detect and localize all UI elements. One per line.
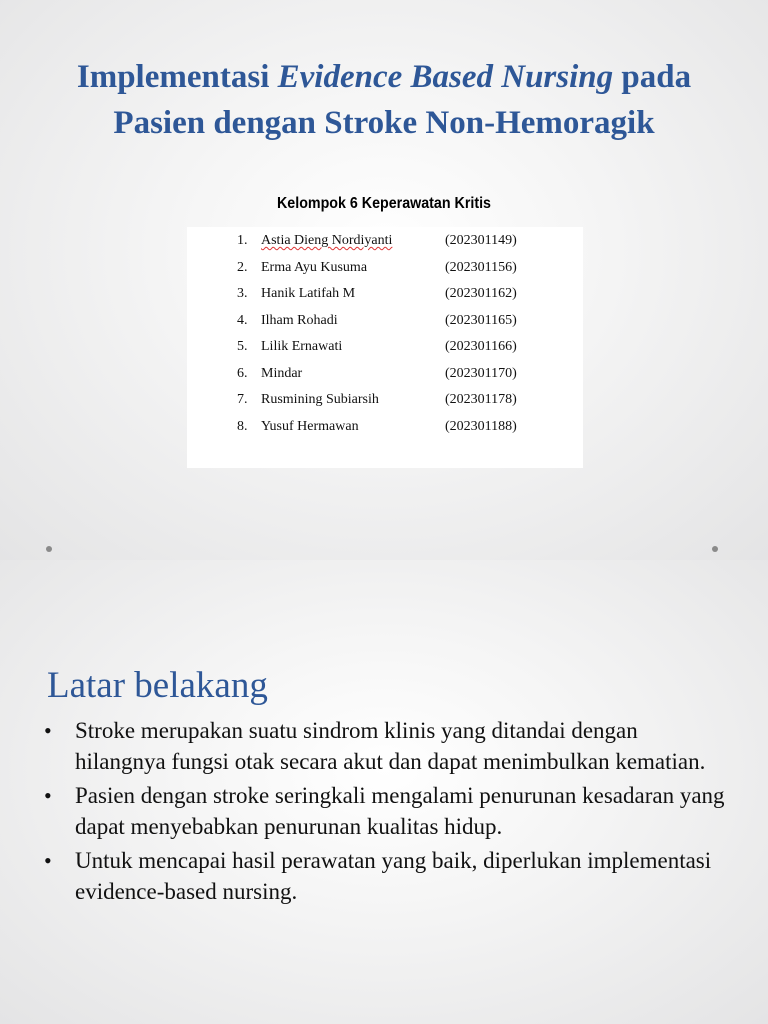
title-part-2: pada Pasien dengan Stroke Non-Hemoragik bbox=[113, 59, 692, 141]
member-number: 5. bbox=[237, 339, 248, 354]
bullet-icon: • bbox=[44, 783, 52, 808]
member-row bbox=[187, 286, 583, 312]
bullet-text: Untuk mencapai hasil perawatan yang baik, diperlukan implementasi evidence-based nursing. bbox=[75, 848, 712, 904]
member-number: 3. bbox=[237, 286, 248, 301]
member-id: (202301166) bbox=[445, 339, 517, 354]
member-name: Hanik Latifah M bbox=[261, 286, 356, 301]
member-number: 7. bbox=[237, 392, 248, 407]
bullet-icon: • bbox=[44, 848, 52, 873]
member-number: 1. bbox=[237, 233, 248, 248]
member-number: 2. bbox=[237, 260, 248, 275]
member-number: 4. bbox=[237, 313, 248, 328]
member-name: Ilham Rohadi bbox=[261, 313, 338, 328]
bullet-text: Stroke merupakan suatu sindrom klinis yang ditandai dengan hilangnya fungsi otak secara akut dan dapat menimbulkan kematian. bbox=[75, 718, 706, 774]
member-name: Yusuf Hermawan bbox=[261, 419, 359, 434]
member-row bbox=[187, 366, 583, 392]
member-list bbox=[187, 227, 583, 468]
member-name: Lilik Ernawati bbox=[261, 339, 343, 354]
slide-background bbox=[0, 560, 768, 1024]
member-id: (202301165) bbox=[445, 313, 517, 328]
member-id: (202301156) bbox=[445, 260, 517, 275]
member-row bbox=[187, 260, 583, 286]
member-name: Astia Dieng Nordiyanti bbox=[261, 233, 393, 248]
member-row bbox=[187, 392, 583, 418]
bullet-text: Pasien dengan stroke seringkali mengalami penurunan kesadaran yang dapat menyebabkan penurunan kualitas hidup. bbox=[75, 783, 725, 839]
nav-dot-right bbox=[712, 546, 718, 552]
member-id: (202301162) bbox=[445, 286, 517, 301]
title-part-1: Implementasi bbox=[76, 59, 278, 95]
member-number: 8. bbox=[237, 419, 248, 434]
member-id: (202301149) bbox=[445, 233, 517, 248]
member-row bbox=[187, 339, 583, 365]
member-id: (202301178) bbox=[445, 392, 517, 407]
member-id: (202301170) bbox=[445, 366, 517, 381]
bullet-item bbox=[44, 845, 734, 907]
bullet-list bbox=[44, 715, 734, 910]
member-name: Rusmining Subiarsih bbox=[261, 392, 379, 407]
bullet-icon: • bbox=[44, 718, 52, 743]
title-italic: Evidence Based Nursing bbox=[277, 59, 614, 95]
member-id: (202301188) bbox=[445, 419, 517, 434]
member-name: Erma Ayu Kusuma bbox=[261, 260, 368, 275]
bullet-item bbox=[44, 715, 734, 777]
bullet-item bbox=[44, 780, 734, 842]
group-subtitle: Kelompok 6 Keperawatan Kritis bbox=[277, 195, 491, 212]
member-row bbox=[187, 313, 583, 339]
section-heading: Latar belakang bbox=[47, 665, 268, 706]
presentation-title bbox=[40, 54, 728, 146]
member-number: 6. bbox=[237, 366, 248, 381]
member-name: Mindar bbox=[261, 366, 303, 381]
member-row bbox=[187, 419, 583, 445]
member-row bbox=[187, 233, 583, 259]
nav-dot-left bbox=[46, 546, 52, 552]
